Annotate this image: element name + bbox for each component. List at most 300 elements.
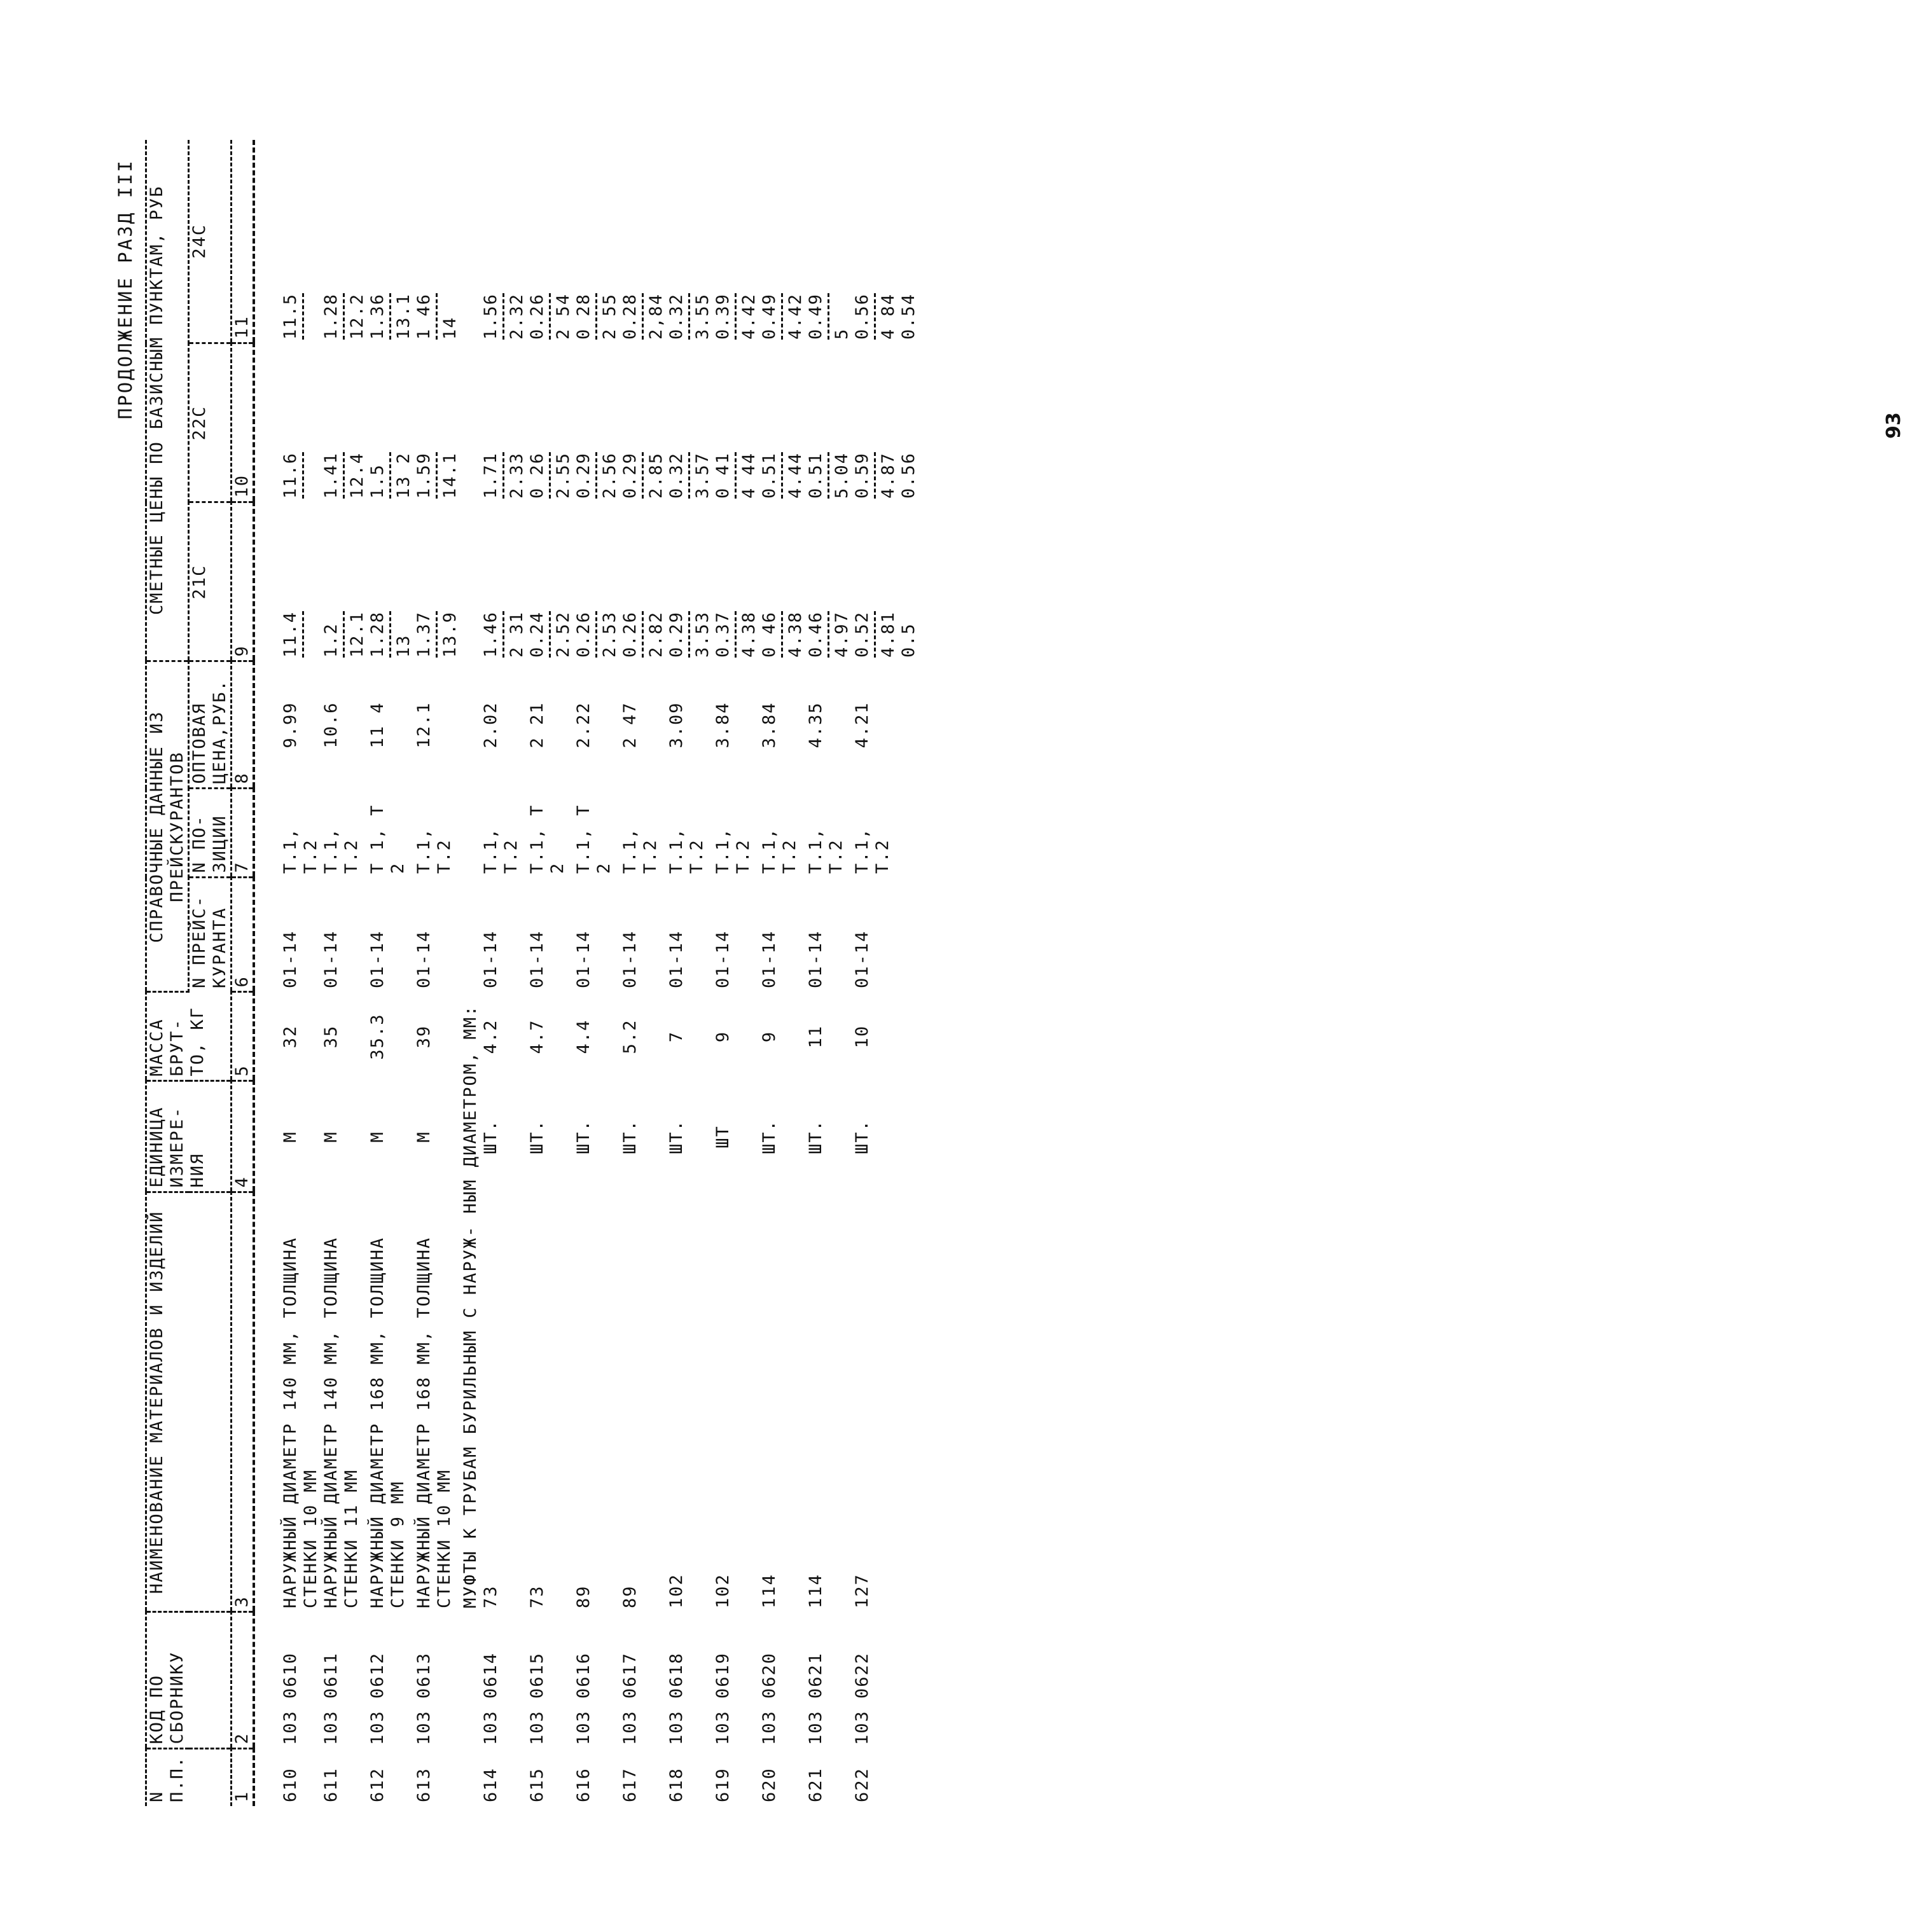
price-transport: 0.59 [852,452,876,499]
price-total: 13 [394,634,413,658]
row-unit: М [368,1131,387,1143]
price-transport: 11.6 [281,452,304,499]
row-position: Т.1, Т.2 [667,827,707,874]
price-transport: 0.26 [574,611,597,658]
row-position: Т.1, Т 2 [574,804,614,874]
price-transport: 0.26 [527,293,551,340]
row-mass: 35.3 [368,1013,387,1060]
price-pair [414,293,461,340]
price-total: 4.97 [832,611,852,658]
row-wholesale: 2 47 [620,701,640,749]
row-mass: 35 [321,1025,341,1049]
row-position: Т.1, Т.2 [481,827,521,874]
row-number: 616 [574,1767,593,1802]
price-total: 5 [832,328,852,340]
row-pricelist: 01-14 [759,930,779,988]
price-transport: 0.51 [759,452,783,499]
price-cell-p24 [527,140,574,343]
price-transport: 0.28 [620,293,644,340]
price-transport: 1.41 [321,452,345,499]
row-position: Т.1, Т.2 [713,827,753,874]
row-code: 103 0618 [667,1652,686,1745]
row-position: Т.1, Т.2 [414,827,454,874]
row-unit: ШТ. [852,1119,872,1154]
price-transport: 0.49 [806,293,829,340]
header-n: N П.П. [146,1749,232,1806]
price-total: 4.87 [878,452,898,499]
price-cell-p24 [481,140,527,343]
price-total: 12.2 [347,293,367,340]
row-pricelist: 01-14 [667,930,686,988]
row-position: Т 1, Т 2 [368,804,408,874]
price-transport: 1.59 [414,452,438,499]
price-transport: 0.51 [806,452,829,499]
price-total: 3.57 [693,452,712,499]
price-cell-p24 [574,140,620,343]
price-pair [806,293,852,340]
page-number: 93 [1883,412,1905,439]
header-24c: 24С [189,140,232,343]
row-code: 103 0612 [368,1652,387,1745]
price-transport: 1.2 [321,611,345,658]
column-number: 7 [232,789,254,878]
row-mass: 11 [806,1025,826,1049]
price-transport: 0.46 [806,611,829,658]
row-unit: ШТ. [667,1119,686,1154]
price-total: 2 55 [600,293,620,340]
price-cell-p21 [852,502,899,661]
table-row [620,140,667,1806]
price-total: 13 2 [394,452,413,499]
column-number: 10 [232,343,254,502]
row-number: 615 [527,1767,547,1802]
price-transport: 0.29 [667,611,690,658]
price-total: 12.4 [347,452,367,499]
row-unit: ШТ. [759,1119,779,1154]
price-pair [414,611,461,658]
price-pair [527,452,574,499]
price-total: 13.9 [440,611,460,658]
column-numbers-row [232,140,254,1806]
row-name: НАРУЖНЫЙ ДИАМЕТР 140 ММ, ТОЛЩИНА СТЕНКИ 10 ММ [281,1236,321,1608]
price-pair [806,611,852,658]
row-name: 127 [852,1573,872,1608]
row-name: 89 [620,1585,640,1608]
row-name: НАРУЖНЫЙ ДИАМЕТР 168 ММ, ТОЛЩИНА СТЕНКИ 9 ММ [368,1236,408,1608]
price-transport: 1.56 [481,293,504,340]
row-pricelist: 01-14 [281,930,300,988]
price-transport: 11.4 [281,611,304,658]
header-name: НАИМЕНОВАНИЕ МАТЕРИАЛОВ И ИЗДЕЛИЙ [146,1192,232,1612]
row-name: 73 [527,1585,547,1608]
row-wholesale: 10.6 [321,701,341,749]
price-total: 5.04 [832,452,852,499]
row-pricelist: 01-14 [368,930,387,988]
price-total: 14 [440,316,460,340]
row-wholesale: 2 21 [527,701,547,749]
price-transport: 11.5 [281,293,304,340]
price-cell-p21 [368,502,414,661]
price-transport: 0.32 [667,452,690,499]
row-number: 612 [368,1767,387,1802]
price-transport: 0.29 [574,452,597,499]
price-cell-p22 [321,343,368,502]
price-pair [281,293,307,340]
row-mass: 9 [759,1030,779,1043]
group-row [461,140,481,1806]
price-pair [527,293,574,340]
price-transport: 0.49 [759,293,783,340]
price-transport: 1.28 [368,611,391,658]
header-estimate-group: СМЕТНЫЕ ЦЕНЫ ПО БАЗИСНЫМ ПУНКТАМ, РУБ [146,140,189,661]
price-cell-p22 [713,343,759,502]
column-number: 11 [232,140,254,343]
group-title: МУФТЫ К ТРУБАМ БУРИЛЬНЫМ С НАРУЖ- НЫМ ДИАМЕТРОМ, ММ: [461,1004,480,1608]
price-total: 2.82 [646,611,666,658]
price-pair [852,452,899,499]
row-position: Т.1, Т 2 [527,804,567,874]
price-pair [759,452,806,499]
row-number: 621 [806,1767,826,1802]
row-wholesale: 2.02 [481,701,501,749]
price-transport: 0.29 [620,452,644,499]
price-cell-p22 [281,343,321,502]
row-code: 103 0613 [414,1652,434,1745]
row-code: 103 0617 [620,1652,640,1745]
price-pair [713,452,759,499]
row-name: 102 [713,1573,733,1608]
price-pair [368,611,414,658]
price-total: 2.85 [646,452,666,499]
price-cell-p21 [321,502,368,661]
price-pair [321,611,368,658]
price-total: 3.53 [693,611,712,658]
row-unit: ШТ. [574,1119,593,1154]
price-cell-p21 [481,502,527,661]
price-pair [414,452,461,499]
row-number: 620 [759,1767,779,1802]
row-wholesale: 2.22 [574,701,593,749]
row-position: Т.1, Т.2 [806,827,846,874]
price-pair [574,293,620,340]
row-mass: 10 [852,1025,872,1049]
price-transport: 0 26 [527,452,551,499]
price-transport: 1.36 [368,293,391,340]
row-code: 103 0614 [481,1652,501,1745]
row-name: НАРУЖНЫЙ ДИАМЕТР 140 ММ, ТОЛЩИНА СТЕНКИ 11 ММ [321,1236,361,1608]
price-total: 13.1 [394,293,413,340]
table-row [574,140,620,1806]
row-code: 103 0616 [574,1652,593,1745]
price-transport: 0 46 [759,611,783,658]
column-number: 8 [232,661,254,789]
price-pair [574,611,620,658]
price-total: 4.44 [786,452,805,499]
price-transport: 0 41 [713,452,737,499]
table-row [414,140,461,1806]
price-cell-p21 [713,502,759,661]
price-pair [713,293,759,340]
price-total: 4.42 [786,293,805,340]
price-transport: 0.52 [852,611,876,658]
price-pair [574,452,620,499]
trailing-22c: 0.56 [899,452,918,499]
row-name: 114 [806,1573,826,1608]
price-pair [667,293,713,340]
price-total: 3.55 [693,293,712,340]
column-number: 5 [232,992,254,1081]
row-pricelist: 01-14 [574,930,593,988]
price-total: 2.33 [507,452,527,499]
row-number: 617 [620,1767,640,1802]
price-cell-p24 [759,140,806,343]
price-transport: 1.37 [414,611,438,658]
table-row [481,140,527,1806]
price-cell-p24 [620,140,667,343]
row-code: 103 0615 [527,1652,547,1745]
row-name: 89 [574,1585,593,1608]
row-unit: М [281,1131,300,1143]
price-pair [321,452,368,499]
price-total: 4.81 [878,611,898,658]
table-row [667,140,713,1806]
header-ref-group: СПРАВОЧНЫЕ ДАННЫЕ ИЗ ПРЕЙСКУРАНТОВ [146,661,189,992]
row-pricelist: 01-14 [713,930,733,988]
price-cell-p21 [759,502,806,661]
price-cell-p24 [713,140,759,343]
price-cell-p22 [620,343,667,502]
price-total: 4 44 [739,452,759,499]
price-cell-p22 [414,343,461,502]
row-pricelist: 01-14 [481,930,501,988]
row-pricelist: 01-14 [527,930,547,988]
price-cell-p22 [368,343,414,502]
row-name: 102 [667,1573,686,1608]
price-pair [481,611,527,658]
price-transport: 1.5 [368,452,391,499]
trailing-24c: 0.54 [899,293,918,340]
row-name: 114 [759,1573,779,1608]
row-wholesale: 4.35 [806,701,826,749]
price-cell-p21 [806,502,852,661]
table-row [713,140,759,1806]
row-unit: ШТ. [806,1119,826,1154]
column-number: 3 [232,1192,254,1612]
row-wholesale: 4.21 [852,701,872,749]
table-row [368,140,414,1806]
row-code: 103 0622 [852,1652,872,1745]
row-code: 103 0620 [759,1652,779,1745]
price-transport: 0.26 [620,611,644,658]
price-cell-p24 [414,140,461,343]
price-cell-p21 [281,502,321,661]
row-unit: М [414,1131,434,1143]
price-transport: 0 28 [574,293,597,340]
row-unit: ШТ [713,1125,733,1149]
price-transport: 0.37 [713,611,737,658]
row-position: Т.1, Т.2 [759,827,800,874]
price-pair [759,611,806,658]
price-transport: 0.32 [667,293,690,340]
price-cell-p24 [281,140,321,343]
price-cell-p24 [321,140,368,343]
price-cell-p22 [852,343,899,502]
price-total: 2,84 [646,293,666,340]
price-cell-p22 [574,343,620,502]
price-total: 4 84 [878,293,898,340]
price-pair [852,611,899,658]
price-pair [281,611,307,658]
row-mass: 7 [667,1030,686,1043]
price-pair [759,293,806,340]
row-number: 614 [481,1767,501,1802]
price-total: 2 54 [553,293,573,340]
price-cell-p22 [667,343,713,502]
price-pair [527,611,574,658]
table-row [852,140,899,1806]
column-number: 4 [232,1081,254,1192]
price-total: 2.56 [600,452,620,499]
table-row [759,140,806,1806]
row-mass: 32 [281,1025,300,1049]
price-transport: 0.39 [713,293,737,340]
header-21c: 21С [189,502,232,661]
price-pair [481,293,527,340]
header-unit: ЕДИНИЦА ИЗМЕРЕ- НИЯ [146,1081,232,1192]
table-row [806,140,852,1806]
row-name: НАРУЖНЫЙ ДИАМЕТР 168 ММ, ТОЛЩИНА СТЕНКИ 10 ММ [414,1236,454,1608]
row-code: 103 0611 [321,1652,341,1745]
header-code: КОД ПО СБОРНИКУ [146,1612,232,1749]
row-pricelist: 01-14 [852,930,872,988]
row-code: 103 0621 [806,1652,826,1745]
row-position: Т.1, Т.2 [620,827,660,874]
price-total: 4.38 [739,611,759,658]
header-22c: 22С [189,343,232,502]
column-number: 2 [232,1612,254,1749]
price-total: 4.38 [786,611,805,658]
price-total: 2.52 [553,611,573,658]
price-total: 12.1 [347,611,367,658]
row-mass: 39 [414,1025,434,1049]
price-total: 14.1 [440,452,460,499]
row-wholesale: 9.99 [281,701,300,749]
column-number: 6 [232,878,254,992]
price-total: 2.32 [507,293,527,340]
header-pricelist: N ПРЕЙС- КУРАНТА [189,878,232,992]
row-wholesale: 11 4 [368,701,387,749]
row-mass: 4.4 [574,1019,593,1054]
price-pair [368,452,414,499]
materials-table [145,140,919,1806]
row-mass: 4.2 [481,1019,501,1054]
price-transport: 0.24 [527,611,551,658]
price-cell-p21 [620,502,667,661]
table-row [527,140,574,1806]
price-pair [620,293,667,340]
price-total: 2 31 [507,611,527,658]
trailing-row [899,140,919,1806]
row-pricelist: 01-14 [620,930,640,988]
row-name: 73 [481,1585,501,1608]
row-pricelist: 01-14 [806,930,826,988]
row-unit: М [321,1131,341,1143]
price-transport: 1 46 [414,293,438,340]
row-number: 611 [321,1767,341,1802]
trailing-21c: 0.5 [899,623,918,658]
price-total: 4.42 [739,293,759,340]
price-transport: 1.71 [481,452,504,499]
rotated-page [114,134,1905,1825]
price-pair [806,452,852,499]
header-wholesale: ОПТОВАЯ ЦЕНА,РУБ. [189,661,232,789]
column-number: 9 [232,502,254,661]
row-number: 613 [414,1767,434,1802]
price-pair [620,611,667,658]
price-pair [667,611,713,658]
header-position: N ПО- ЗИЦИИ [189,789,232,878]
price-pair [852,293,899,340]
price-pair [713,611,759,658]
price-pair [281,452,307,499]
price-cell-p22 [806,343,852,502]
price-cell-p21 [414,502,461,661]
row-pricelist: 01-14 [321,930,341,988]
price-cell-p21 [667,502,713,661]
row-wholesale: 12.1 [414,701,434,749]
row-number: 619 [713,1767,733,1802]
row-number: 610 [281,1767,300,1802]
price-cell-p24 [667,140,713,343]
table-row [281,140,321,1806]
continuation-title: ПРОДОЛЖЕНИЕ РАЗД III [114,159,136,420]
price-pair [667,452,713,499]
price-pair [321,293,368,340]
table-row [321,140,368,1806]
header-mass: МАССА БРУТ- ТО, КГ [146,992,232,1081]
price-pair [620,452,667,499]
row-position: Т.1, Т.2 [321,827,361,874]
price-cell-p21 [574,502,620,661]
row-pricelist: 01-14 [414,930,434,988]
price-transport: 1.28 [321,293,345,340]
table-body [254,140,919,1806]
price-cell-p24 [852,140,899,343]
column-number: 1 [232,1749,254,1806]
price-cell-p24 [806,140,852,343]
row-unit: ШТ. [481,1119,501,1154]
row-position: Т.1, Т.2 [852,827,892,874]
price-cell-p22 [527,343,574,502]
row-wholesale: 3.84 [759,701,779,749]
price-transport: 0.56 [852,293,876,340]
row-mass: 4.7 [527,1019,547,1054]
price-cell-p22 [481,343,527,502]
row-wholesale: 3.84 [713,701,733,749]
price-cell-p21 [527,502,574,661]
price-transport: 1.46 [481,611,504,658]
row-position: Т.1, Т.2 [281,827,321,874]
row-mass: 9 [713,1030,733,1043]
price-pair [481,452,527,499]
row-wholesale: 3.09 [667,701,686,749]
row-number: 618 [667,1767,686,1802]
row-mass: 5.2 [620,1019,640,1054]
row-code: 103 0619 [713,1652,733,1745]
row-unit: ШТ. [527,1119,547,1154]
row-number: 622 [852,1767,872,1802]
row-code: 103 0610 [281,1652,300,1745]
